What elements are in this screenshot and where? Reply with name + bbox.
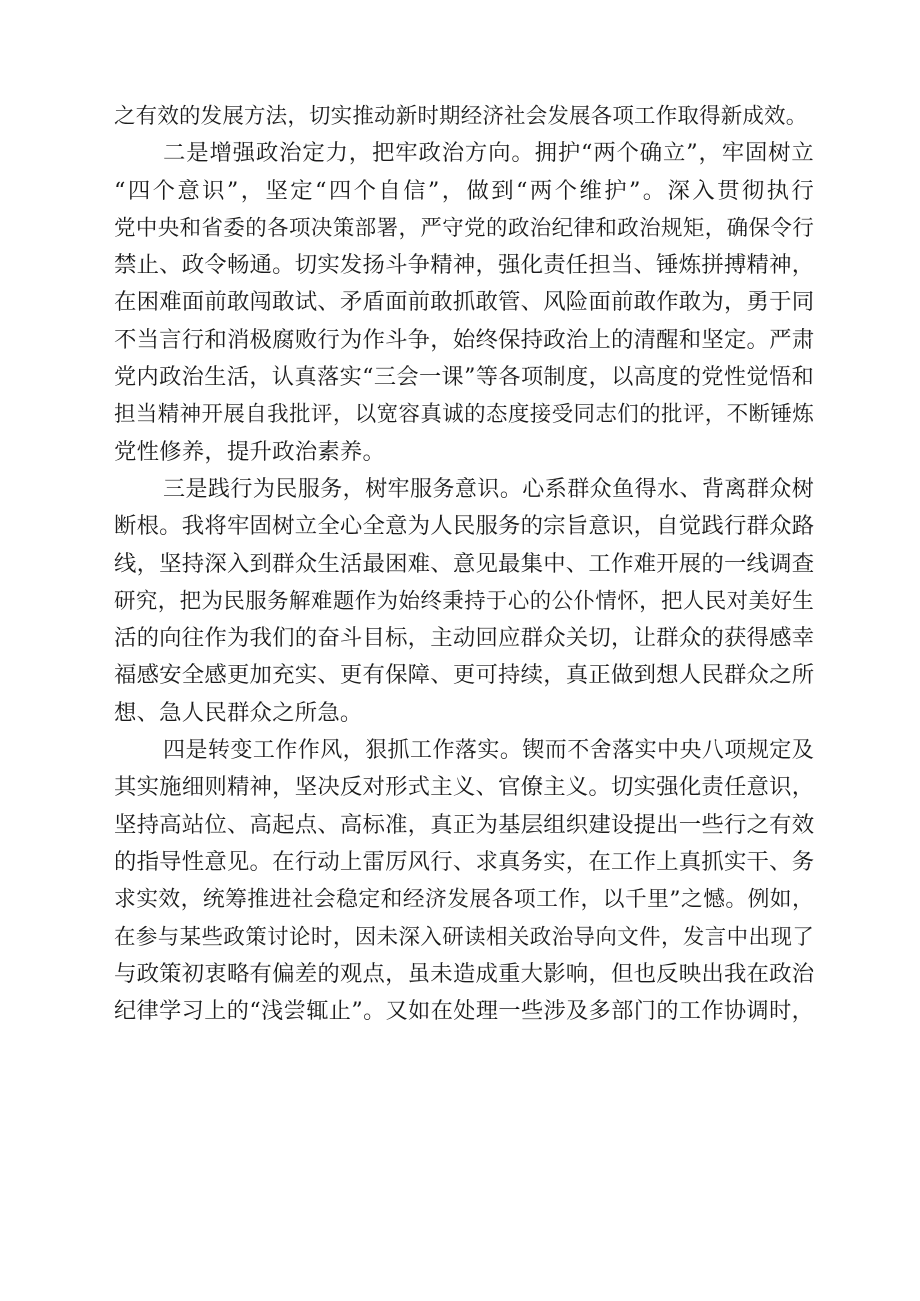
text-line: 线，坚持深入到群众生活最困难、意见最集中、工作难开展的一线调查 [114,550,815,577]
text-line: 三是践行为民服务，树牢服务意识。心系群众鱼得水、背离群众树 [163,476,814,502]
text-line: 想、急人民群众之所急。 [114,699,363,726]
text-line: 福感安全感更加充实、更有保障、更可持续，真正做到想人民群众之所 [114,662,815,689]
text-line: “四个意识”，坚定“四个自信”，做到“两个维护”。深入贯彻执行 [114,177,814,204]
text-line: 与政策初衷略有偏差的观点，虽未造成重大影响，但也反映出我在政治 [114,960,815,987]
text-line: 断根。我将牢固树立全心全意为人民服务的宗旨意识，自觉践行群众路 [114,513,815,540]
text-line: 四是转变工作作风，狠抓工作落实。锲而不舍落实中央八项规定及 [163,738,814,764]
text-line: 在参与某些政策讨论时，因未深入研读相关政治导向文件，发言中出现了 [114,924,814,950]
text-line: 在困难面前敢闯敢试、矛盾面前敢抓敢管、风险面前敢作敢为，勇于同 [114,289,815,316]
text-line: 研究，把为民服务解难题作为始终秉持于心的公仆情怀，把人民对美好生 [114,588,814,614]
text-line: 二是增强政治定力，把牢政治方向。拥护“两个确立”，牢固树立 [163,140,814,167]
text-line: 活的向往作为我们的奋斗目标，主动回应群众关切，让群众的获得感幸 [114,625,815,652]
text-line: 坚持高站位、高起点、高标准，真正为基层组织建设提出一些行之有效 [114,811,815,838]
text-line: 党性修养，提升政治素养。 [114,438,386,465]
text-line: 之有效的发展方法，切实推动新时期经济社会发展各项工作取得新成效。 [114,104,808,129]
text-line: 其实施细则精神，坚决反对形式主义、官僚主义。切实强化责任意识， [114,774,815,801]
text-line: 纪律学习上的“浅尝辄止”。又如在处理一些涉及多部门的工作协调时， [114,998,814,1025]
text-line: 禁止、政令畅通。切实发扬斗争精神，强化责任担当、锤炼拼搏精神， [114,252,815,279]
text-line: 担当精神开展自我批评，以宽容真诚的态度接受同志们的批评，不断锤炼 [114,402,814,428]
text-line: 的指导性意见。在行动上雷厉风行、求真务实，在工作上真抓实干、务 [114,848,815,875]
text-line: 党内政治生活，认真落实“三会一课”等各项制度，以高度的党性觉悟和 [114,364,814,391]
text-line: 求实效，统筹推进社会稳定和经济发展各项工作，以千里”之憾。例如， [114,887,814,913]
document-body [114,98,814,1030]
text-line: 党中央和省委的各项决策部署，严守党的政治纪律和政治规矩，确保令行 [114,215,814,241]
text-line: 不当言行和消极腐败行为作斗争，始终保持政治上的清醒和坚定。严肃 [114,326,815,353]
